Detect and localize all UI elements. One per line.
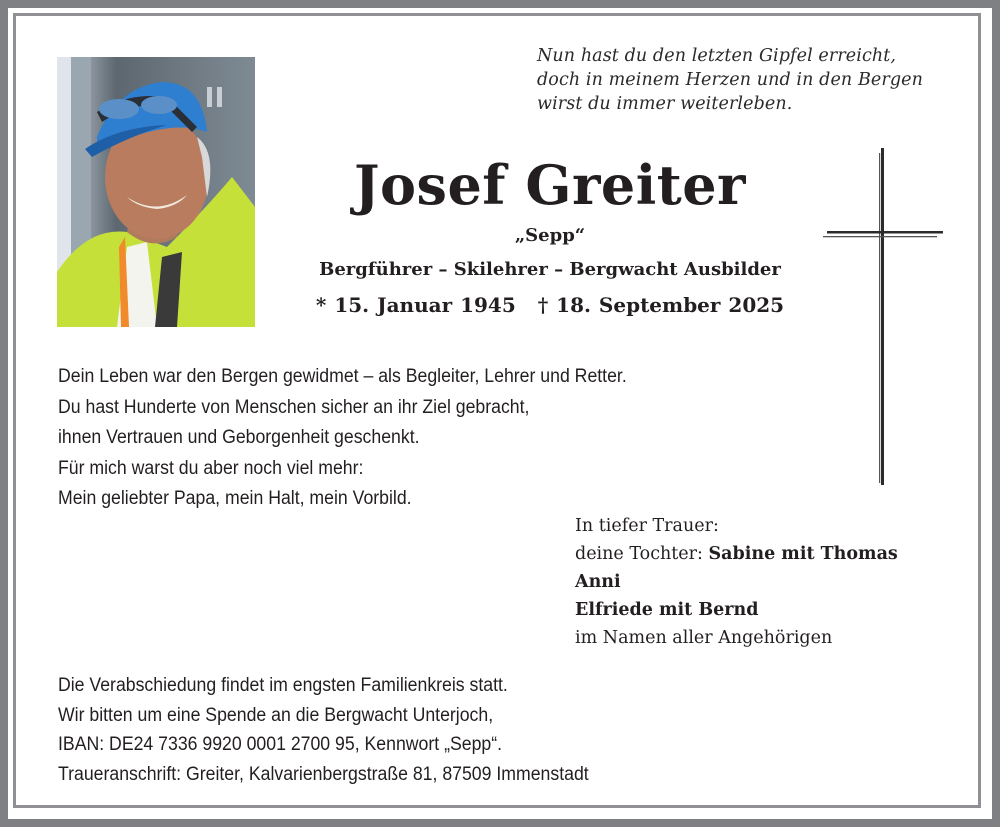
footer-info xyxy=(58,671,818,789)
mourners-intro: In tiefer Trauer: xyxy=(575,516,719,536)
tribute-text xyxy=(58,362,818,515)
mourner-name xyxy=(575,568,965,596)
life-dates xyxy=(270,292,830,318)
deceased-name: Josef Greiter xyxy=(353,153,747,217)
deceased-nickname: „Sepp“ xyxy=(514,225,586,246)
death-date: † 18. September 2025 xyxy=(537,293,785,317)
footer-line: Die Verabschiedung findet im engsten Familienkreis statt. xyxy=(58,675,508,696)
tribute-line: Dein Leben war den Bergen gewidmet – als Begleiter, Lehrer und Retter. xyxy=(58,366,627,387)
cross-icon xyxy=(820,145,950,490)
tribute-line: ihnen Vertrauen und Geborgenheit geschenkt. xyxy=(58,427,420,448)
mourner-name-text: Anni xyxy=(575,572,621,592)
birth-date: * 15. Januar 1945 xyxy=(315,293,516,317)
mourners-daughter xyxy=(575,540,965,568)
portrait-illustration xyxy=(57,57,255,327)
mourner-name-text: Elfriede mit Bernd xyxy=(575,600,759,620)
tribute-line: Du hast Hunderte von Menschen sicher an ihr Ziel gebracht, xyxy=(58,396,530,418)
daughter-names: Sabine mit Thomas xyxy=(708,544,898,564)
deceased-professions: Bergführer – Skilehrer – Bergwacht Ausbilder xyxy=(319,259,781,280)
mourners-closing: im Namen aller Angehörigen xyxy=(575,628,833,648)
portrait-photo xyxy=(57,57,255,327)
quote-line: doch in meinem Herzen und in den Bergen xyxy=(537,70,923,90)
daughter-label: deine Tochter: xyxy=(575,544,709,564)
quote-line: Nun hast du den letzten Gipfel erreicht, xyxy=(537,46,897,66)
footer-line: IBAN: DE24 7336 9920 0001 2700 95, Kennwort „Sepp“. xyxy=(58,734,503,755)
mourner-name xyxy=(575,596,965,624)
opening-quote xyxy=(537,44,957,116)
tribute-line: Für mich warst du aber noch viel mehr: xyxy=(58,457,364,479)
mourners-block xyxy=(575,512,965,652)
quote-line: wirst du immer weiterleben. xyxy=(537,94,793,114)
footer-line: Traueranschrift: Greiter, Kalvarienbergstraße 81, 87509 Immenstadt xyxy=(58,763,589,785)
footer-line: Wir bitten um eine Spende an die Bergwacht Unterjoch, xyxy=(58,704,494,726)
tribute-line: Mein geliebter Papa, mein Halt, mein Vorbild. xyxy=(58,488,412,509)
